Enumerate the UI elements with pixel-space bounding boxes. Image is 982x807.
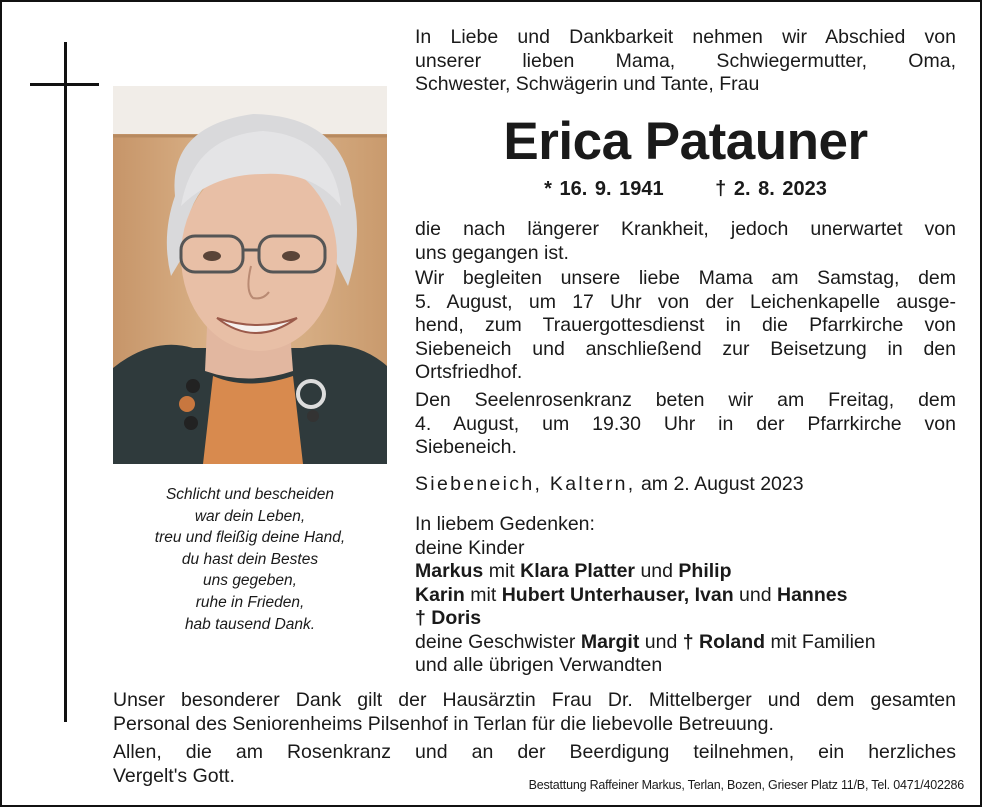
poem-line: Schlicht und bescheiden [165,486,335,503]
place-and-date [415,473,956,497]
text-line: Siebeneich und anschließend zur Beisetzung in den [415,337,956,360]
memorial-heading: In liebem Gedenken: [415,513,595,535]
poem-line: du hast dein Bestes [181,550,319,568]
text-line: Allen, die am Rosenkranz und an der Beerdigung teilnehmen, ein herzliches [113,741,956,763]
paragraph-funeral [415,267,956,385]
poem [113,484,387,635]
text-line: Wir begleiten unsere liebe Mama am Samstag, dem [415,267,956,289]
place-name: Siebeneich, Kaltern, [415,473,636,495]
birth-date: * 16. 9. 1941 [544,178,664,200]
text-line: Siebeneich. [415,436,517,458]
connector: mit [488,560,515,582]
mourner-name: Klara Platter [520,560,636,582]
text-line: 5. August, um 17 Uhr von der Leichenkapelle ausge- [415,290,956,313]
intro-text [415,26,956,97]
mourner-name: Karin [415,583,465,606]
connector: und [640,560,673,582]
mourner-name: Hannes [777,583,848,606]
text-line: Personal des Seniorenheims Pilsenhof in Terlan für die liebevolle Betreuung. [113,712,774,735]
mourner-name: Hubert Unterhauser, Ivan [501,583,734,606]
poem-line: uns gegeben, [203,572,297,590]
mourner-name: Markus [415,560,484,582]
poem-line: treu und fleißig deine Hand, [154,529,346,547]
portrait-photo [113,86,387,464]
poem-line: ruhe in Frieden, [195,593,305,611]
connector: mit [470,583,497,606]
text-line: Unser besonderer Dank gilt der Hausärztin Frau Dr. Mittelberger und dem gesamten [113,689,956,711]
connector: und [644,630,678,653]
intro-line: unserer lieben Mama, Schwiegermutter, Oma, [415,49,956,72]
poem-line: hab tausend Dank. [184,615,316,633]
family-line [415,584,956,608]
children-label: deine Kinder [415,536,525,559]
family-line [415,631,956,655]
paragraph-illness [415,218,956,265]
connector: und [739,583,772,606]
relatives-line: und alle übrigen Verwandten [415,654,663,676]
mourner-name: Margit [580,630,640,653]
death-date: † 2. 8. 2023 [715,178,827,200]
text-line: hend, zum Trauergottesdienst in die Pfarrkirche von [415,314,956,336]
cross-icon-vertical [64,42,67,722]
connector: mit Familien [770,630,876,653]
text-line: 4. August, um 19.30 Uhr in der Pfarrkirche von [415,412,956,435]
mourner-name: † Doris [415,607,482,629]
siblings-label: deine Geschwister [415,630,576,653]
cross-icon-horizontal [30,83,99,86]
thanks-paragraph [113,689,956,736]
deceased-name: Erica Patauner [503,112,868,171]
text-line: Den Seelenrosenkranz beten wir am Freitag, dem [415,389,956,411]
family-line [415,560,956,584]
poem-line: war dein Leben, [194,507,306,525]
mourner-name: † Roland [682,630,766,653]
paragraph-rosary [415,389,956,460]
intro-line: In Liebe und Dankbarkeit nehmen wir Abschied von [415,26,956,48]
notice-date: am 2. August 2023 [640,473,804,495]
text-line: Vergelt's Gott. [113,764,235,787]
mourner-name: Philip [678,560,732,582]
funeral-home-footer: Bestattung Raffeiner Markus, Terlan, Bozen, Grieser Platz 11/B, Tel. 0471/402286 [528,778,964,792]
text-line: Ortsfriedhof. [415,361,523,383]
memorial-list [415,513,956,678]
text-line: uns gegangen ist. [415,241,569,264]
text-line: die nach längerer Krankheit, jedoch unerwartet von [415,218,956,240]
intro-line: Schwester, Schwägerin und Tante, Frau [415,73,760,95]
life-dates [415,176,956,202]
